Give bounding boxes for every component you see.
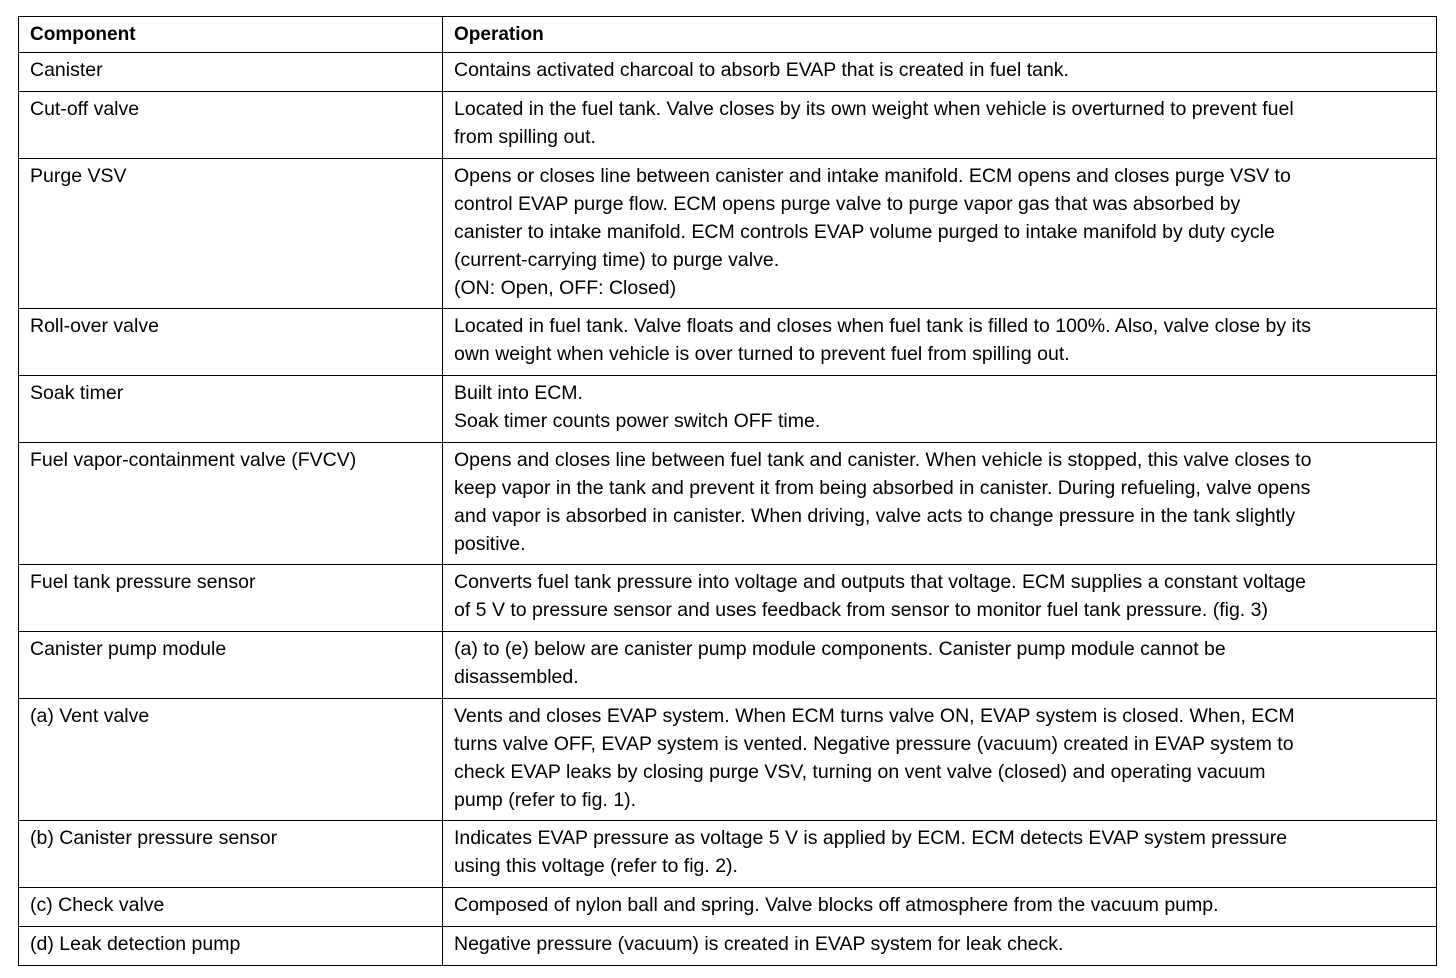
component-cell: Soak timer bbox=[19, 376, 443, 443]
operation-cell: Composed of nylon ball and spring. Valve blocks off atmosphere from the vacuum pump. bbox=[443, 888, 1437, 927]
table-row bbox=[19, 376, 1437, 443]
operation-cell: Located in the fuel tank. Valve closes by its own weight when vehicle is overturned to prevent fuel from spilling out. bbox=[443, 92, 1437, 159]
component-cell: (a) Vent valve bbox=[19, 699, 443, 821]
table-row bbox=[19, 888, 1437, 927]
operation-cell: Contains activated charcoal to absorb EVAP that is created in fuel tank. bbox=[443, 53, 1437, 92]
operation-cell: Opens or closes line between canister and intake manifold. ECM opens and closes purge VSV to control EVAP purge flow. ECM opens purge valve to purge vapor gas that was absorbed by canister to intake manifold. ECM controls EVAP volume purged to intake manifold by duty cycle (current-carrying time) to purge valve. (ON: Open, OFF: Closed) bbox=[443, 159, 1437, 309]
component-cell: Canister bbox=[19, 53, 443, 92]
component-cell: (d) Leak detection pump bbox=[19, 927, 443, 966]
operation-cell: Located in fuel tank. Valve floats and closes when fuel tank is filled to 100%. Also, valve close by its own weight when vehicle is over turned to prevent fuel from spilling out. bbox=[443, 309, 1437, 376]
operation-cell: Indicates EVAP pressure as voltage 5 V is applied by ECM. ECM detects EVAP system pressure using this voltage (refer to fig. 2). bbox=[443, 821, 1437, 888]
component-cell: Fuel vapor-containment valve (FVCV) bbox=[19, 443, 443, 565]
table-row bbox=[19, 309, 1437, 376]
operation-cell: Built into ECM. Soak timer counts power switch OFF time. bbox=[443, 376, 1437, 443]
table-row bbox=[19, 159, 1437, 309]
component-cell: (c) Check valve bbox=[19, 888, 443, 927]
table-row bbox=[19, 632, 1437, 699]
table-row bbox=[19, 927, 1437, 966]
table-row bbox=[19, 92, 1437, 159]
table-row bbox=[19, 565, 1437, 632]
operation-cell: Opens and closes line between fuel tank and canister. When vehicle is stopped, this valve closes to keep vapor in the tank and prevent it from being absorbed in canister. During refueling, valve opens and vapor is absorbed in canister. When driving, valve acts to change pressure in the tank slightly positive. bbox=[443, 443, 1437, 565]
component-operation-table bbox=[18, 16, 1437, 966]
operation-cell: Negative pressure (vacuum) is created in EVAP system for leak check. bbox=[443, 927, 1437, 966]
component-cell: Fuel tank pressure sensor bbox=[19, 565, 443, 632]
operation-cell: (a) to (e) below are canister pump module components. Canister pump module cannot be disassembled. bbox=[443, 632, 1437, 699]
table-row bbox=[19, 699, 1437, 821]
component-cell: Cut-off valve bbox=[19, 92, 443, 159]
component-cell: Purge VSV bbox=[19, 159, 443, 309]
column-header-operation: Operation bbox=[443, 17, 1437, 53]
component-cell: (b) Canister pressure sensor bbox=[19, 821, 443, 888]
column-header-component: Component bbox=[19, 17, 443, 53]
table-row bbox=[19, 443, 1437, 565]
operation-cell: Converts fuel tank pressure into voltage and outputs that voltage. ECM supplies a constant voltage of 5 V to pressure sensor and uses feedback from sensor to monitor fuel tank pressure. (fig. 3) bbox=[443, 565, 1437, 632]
table-row bbox=[19, 821, 1437, 888]
component-cell: Canister pump module bbox=[19, 632, 443, 699]
component-operation-table-container bbox=[18, 16, 1436, 966]
table-row bbox=[19, 53, 1437, 92]
operation-cell: Vents and closes EVAP system. When ECM turns valve ON, EVAP system is closed. When, ECM turns valve OFF, EVAP system is vented. Negative pressure (vacuum) created in EVAP system to check EVAP leaks by closing purge VSV, turning on vent valve (closed) and operating vacuum pump (refer to fig. 1). bbox=[443, 699, 1437, 821]
component-cell: Roll-over valve bbox=[19, 309, 443, 376]
table-header-row bbox=[19, 17, 1437, 53]
